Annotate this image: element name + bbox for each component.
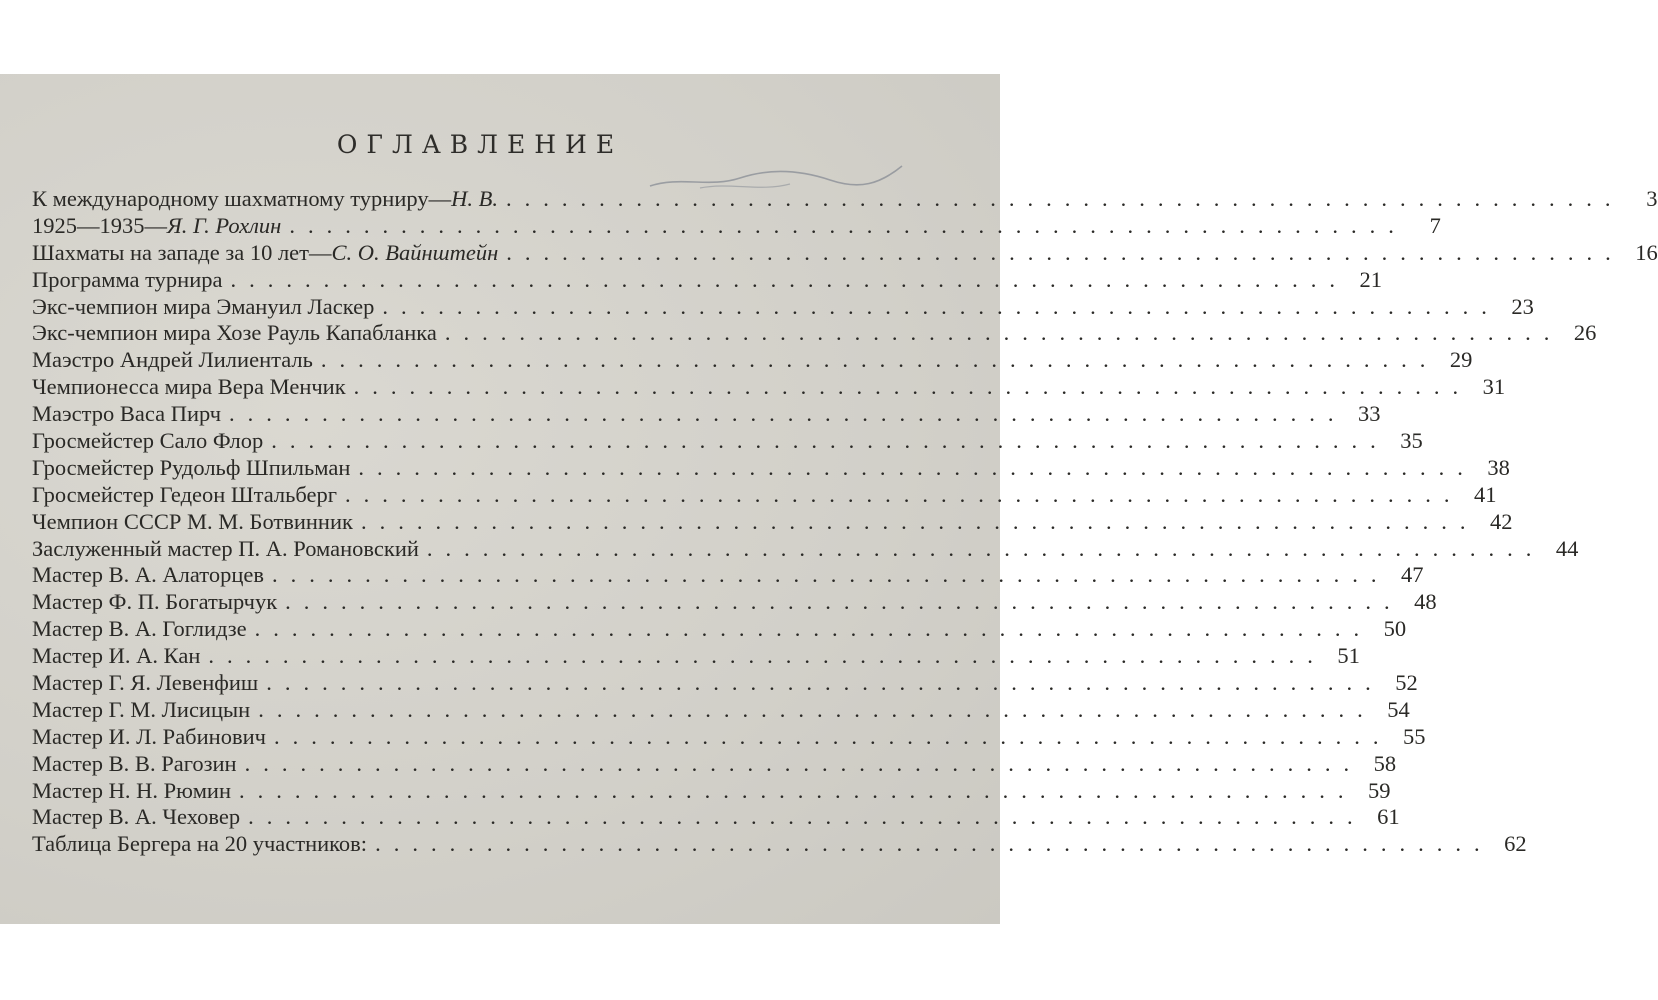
dot-leader: ............................................................ [505, 186, 1624, 211]
toc-entry-page-number: 26 [1573, 320, 1597, 346]
toc-entry-title: Мастер В. В. Рагозин [32, 750, 237, 776]
toc-entry [32, 374, 1506, 401]
dot-leader: ............................................................ [271, 428, 1389, 454]
toc-entry-page-number: 35 [1400, 428, 1423, 454]
toc-entry-title: Маэстро Андрей Лилиенталь [32, 347, 313, 373]
toc-entry-title: Заслуженный мастер П. А. Романовский [32, 535, 419, 561]
toc-entry [32, 804, 1400, 831]
toc-entry-title: Таблица Бергера на 20 участников: [32, 831, 368, 857]
toc-entry-title: Мастер И. Л. Рабинович [32, 723, 266, 749]
toc-entry [32, 831, 1527, 858]
dot-leader: ............................................................ [208, 643, 1326, 669]
dot-leader: ............................................................ [239, 777, 1357, 803]
toc-entry-title: Гросмейстер Рудольф Шпильман [32, 454, 351, 480]
toc-entry-title: Мастер Г. М. Лисицын [32, 696, 251, 722]
toc-entry [32, 589, 1437, 616]
toc-entry-page-number: 58 [1373, 750, 1397, 776]
toc-entry-page-number: 33 [1358, 401, 1381, 427]
toc-entry-title: Гросмейстер Гедеон Штальберг [32, 481, 338, 507]
toc-entry-page-number: 44 [1555, 535, 1579, 561]
toc-entry-page-number: 54 [1387, 696, 1410, 722]
dot-leader: ............................................................ [244, 750, 1363, 776]
toc-entry-page-number: 59 [1368, 777, 1391, 803]
toc-entry-page-number: 42 [1489, 508, 1513, 534]
toc-entry [32, 428, 1423, 455]
dot-leader: ............................................................ [248, 804, 1366, 830]
toc-entry-title: Чемпионесса мира Вера Менчик [32, 374, 346, 400]
toc-entry-page-number: 51 [1337, 643, 1360, 669]
toc-entry-title: Экс-чемпион мира Эмануил Ласкер [32, 293, 375, 319]
dot-leader: ............................................................ [258, 696, 1376, 722]
toc-entry-page-number: 29 [1449, 347, 1473, 373]
toc-entry-author: Н. В. [451, 186, 498, 211]
dot-leader: ............................................................ [360, 508, 1479, 534]
dot-leader: ............................................................ [266, 670, 1384, 696]
toc-entry [32, 266, 1383, 294]
toc-entry-title: Мастер В. А. Чеховер [32, 804, 241, 830]
toc-entry [32, 186, 1658, 213]
toc-entry [32, 696, 1410, 724]
dot-leader: ............................................................ [230, 266, 1349, 292]
toc-entry-title: Мастер И. А. Кан [32, 643, 201, 669]
toc-entry [32, 616, 1407, 643]
dot-leader: ............................................................ [229, 401, 1347, 427]
toc-list [32, 186, 1658, 858]
toc-entry-title: Маэстро Васа Пирч [32, 401, 222, 427]
dot-leader: ............................................................ [345, 481, 1463, 507]
toc-entry [32, 481, 1497, 509]
toc-entry-title: Чемпион СССР М. М. Ботвинник [32, 508, 353, 534]
toc-entry [32, 454, 1510, 482]
toc-entry [32, 508, 1513, 536]
dot-leader: ............................................................ [382, 293, 1500, 319]
toc-entry-author: С. О. Вайнштейн [331, 239, 499, 265]
toc-entry-page-number: 3 [1646, 186, 1658, 211]
toc-entry-title: Мастер Н. Н. Рюмин [32, 777, 232, 803]
toc-entry [32, 562, 1424, 589]
dot-leader: ............................................................ [285, 589, 1403, 615]
toc-entry-title: Программа турнира [32, 266, 223, 292]
toc-entry [32, 320, 1597, 347]
toc-entry [32, 643, 1360, 670]
dot-leader: ............................................................ [254, 616, 1373, 642]
toc-entry [32, 347, 1473, 374]
dot-leader: ............................................................ [353, 374, 1472, 400]
toc-entry-page-number: 41 [1474, 481, 1497, 507]
toc-entry-title: К международному шахматному турниру— [32, 186, 452, 211]
dot-leader: ............................................................ [444, 320, 1563, 346]
toc-entry-page-number: 16 [1635, 239, 1658, 265]
toc-entry [32, 723, 1426, 751]
toc-entry-title: Мастер Г. Я. Левенфиш [32, 670, 259, 696]
toc-entry-page-number: 23 [1511, 293, 1534, 319]
toc-entry [32, 535, 1579, 563]
toc-entry-page-number: 61 [1377, 804, 1400, 830]
toc-entry-title: 1925—1935— [32, 212, 167, 238]
toc-entry [32, 239, 1658, 267]
dot-leader: ............................................................ [273, 723, 1392, 749]
toc-entry-page-number: 62 [1504, 831, 1527, 857]
dot-leader: ............................................................ [358, 454, 1476, 480]
toc-entry-title: Гросмейстер Сало Флор [32, 428, 264, 454]
toc-entry-author: Я. Г. Рохлин [167, 212, 282, 238]
toc-entry-page-number: 50 [1383, 616, 1407, 642]
toc-entry-page-number: 48 [1414, 589, 1437, 615]
toc-entry-page-number: 52 [1395, 670, 1418, 696]
toc-entry-page-number: 7 [1429, 212, 1441, 238]
toc-entry-title: Экс-чемпион мира Хозе Рауль Капабланка [32, 320, 437, 346]
toc-entry [32, 293, 1534, 321]
dot-leader: ............................................................ [375, 831, 1493, 857]
dot-leader: ............................................................ [506, 239, 1624, 265]
dot-leader: ............................................................ [426, 535, 1545, 561]
dot-leader: ............................................................ [289, 212, 1407, 238]
toc-entry-page-number: 47 [1401, 562, 1424, 588]
book-page [0, 74, 1658, 924]
toc-entry [32, 212, 1441, 240]
toc-entry-title: Шахматы на западе за 10 лет— [32, 239, 332, 265]
toc-entry-title: Мастер В. А. Алаторцев [32, 562, 264, 588]
dot-leader: ............................................................ [272, 562, 1390, 588]
toc-entry-page-number: 21 [1359, 266, 1383, 292]
toc-entry-title: Мастер В. А. Гоглидзе [32, 616, 247, 642]
toc-entry-page-number: 38 [1487, 454, 1510, 480]
toc-entry-page-number: 31 [1482, 374, 1506, 400]
dot-leader: ............................................................ [320, 347, 1439, 373]
toc-title: ОГЛАВЛЕНИЕ [336, 130, 624, 159]
toc-entry [32, 670, 1418, 697]
toc-entry [32, 750, 1397, 778]
toc-entry [32, 777, 1391, 805]
toc-entry-page-number: 55 [1402, 723, 1426, 749]
toc-entry [32, 401, 1381, 428]
toc-entry-title: Мастер Ф. П. Богатырчук [32, 589, 278, 615]
